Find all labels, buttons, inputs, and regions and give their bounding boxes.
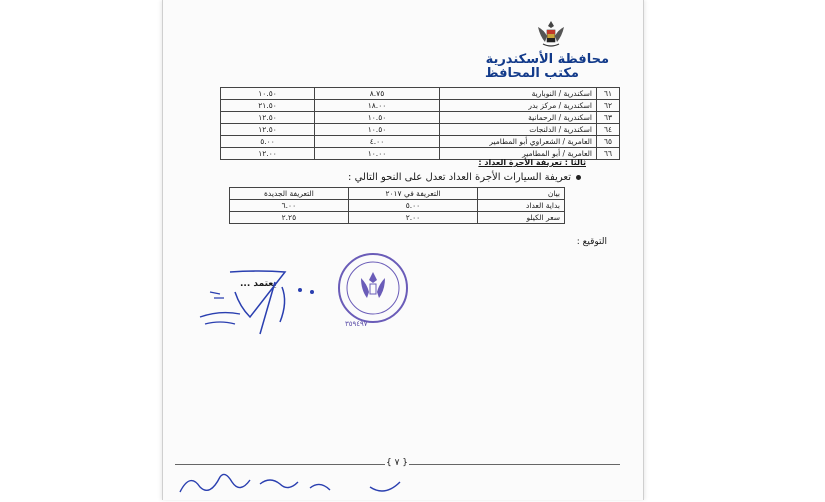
signature-label: التوقيع : [576, 237, 607, 247]
table-row [221, 136, 620, 148]
route-name: اسكندرية / الدلنجات [440, 124, 597, 136]
route-fare-new: ١٢.٥٠ [221, 124, 315, 136]
route-fare-new: ٢١.٥٠ [221, 100, 315, 112]
route-name: العامرية / أبو المطامير [440, 148, 597, 160]
route-fare-new: ١٢.٥٠ [221, 112, 315, 124]
fare-old: ٢.٠٠ [348, 212, 477, 224]
table-row [221, 112, 620, 124]
fares-header-new: التعريفة الجديدة [230, 188, 349, 200]
meter-fare-table [229, 187, 565, 224]
route-number: ٦٤ [597, 124, 620, 136]
page-left-edge [162, 0, 163, 500]
egypt-eagle-emblem-icon [534, 18, 568, 50]
meter-fare-bullet-text: تعريفة السيارات الأجرة العداد تعدل على النحو التالي : [348, 172, 571, 183]
table-row [230, 200, 565, 212]
route-number: ٦٦ [597, 148, 620, 160]
official-stamp-icon [333, 250, 413, 328]
route-fare-old: ٤.٠٠ [315, 136, 440, 148]
routes-fare-table [220, 87, 620, 160]
meter-fare-bullet [348, 172, 581, 183]
route-name: اسكندرية / النوبارية [440, 88, 597, 100]
route-fare-new: ٥.٠٠ [221, 136, 315, 148]
bullet-icon [576, 175, 581, 180]
fare-new: ٦.٠٠ [230, 200, 349, 212]
page-number-value: ٧ [394, 458, 400, 468]
route-fare-new: ١٢.٠٠ [221, 148, 315, 160]
fare-new: ٢.٢٥ [230, 212, 349, 224]
bottom-signatures-icon [170, 462, 430, 502]
handwritten-signature-icon [190, 262, 340, 342]
route-number: ٦١ [597, 88, 620, 100]
route-fare-old: ١٠.٥٠ [315, 124, 440, 136]
fare-old: ٥.٠٠ [348, 200, 477, 212]
section-title-meter-fare: ثالثا : تعريفة الأجرة العداد : [478, 158, 586, 167]
stamp-number: ٣٥٩٤٩٧ [345, 320, 368, 328]
fare-label: بداية العداد [478, 200, 565, 212]
table-row [221, 88, 620, 100]
route-fare-new: ١٠.٥٠ [221, 88, 315, 100]
fares-header-old: التعريفة في ٢٠١٧ [348, 188, 477, 200]
route-name: اسكندرية / الرحمانية [440, 112, 597, 124]
office-title: مكتب المحافظ [485, 66, 579, 81]
route-number: ٦٣ [597, 112, 620, 124]
fares-header-label: بيان [478, 188, 565, 200]
governorate-title: محافظة الأسكندرية [485, 52, 609, 67]
table-row [230, 212, 565, 224]
route-name: اسكندرية / مركز بدر [440, 100, 597, 112]
route-name: العامرية / الشعراوي أبو المطامير [440, 136, 597, 148]
approval-text: يعتمد ... [240, 279, 277, 289]
route-number: ٦٥ [597, 136, 620, 148]
fare-label: سعر الكيلو [478, 212, 565, 224]
route-fare-old: ١٠.٠٠ [315, 148, 440, 160]
route-fare-old: ٨.٧٥ [315, 88, 440, 100]
table-row [221, 100, 620, 112]
table-row [221, 124, 620, 136]
route-fare-old: ١٠.٥٠ [315, 112, 440, 124]
route-number: ٦٢ [597, 100, 620, 112]
page-right-edge [643, 0, 644, 500]
page-number: { ٧ } [385, 458, 409, 468]
route-fare-old: ١٨.٠٠ [315, 100, 440, 112]
